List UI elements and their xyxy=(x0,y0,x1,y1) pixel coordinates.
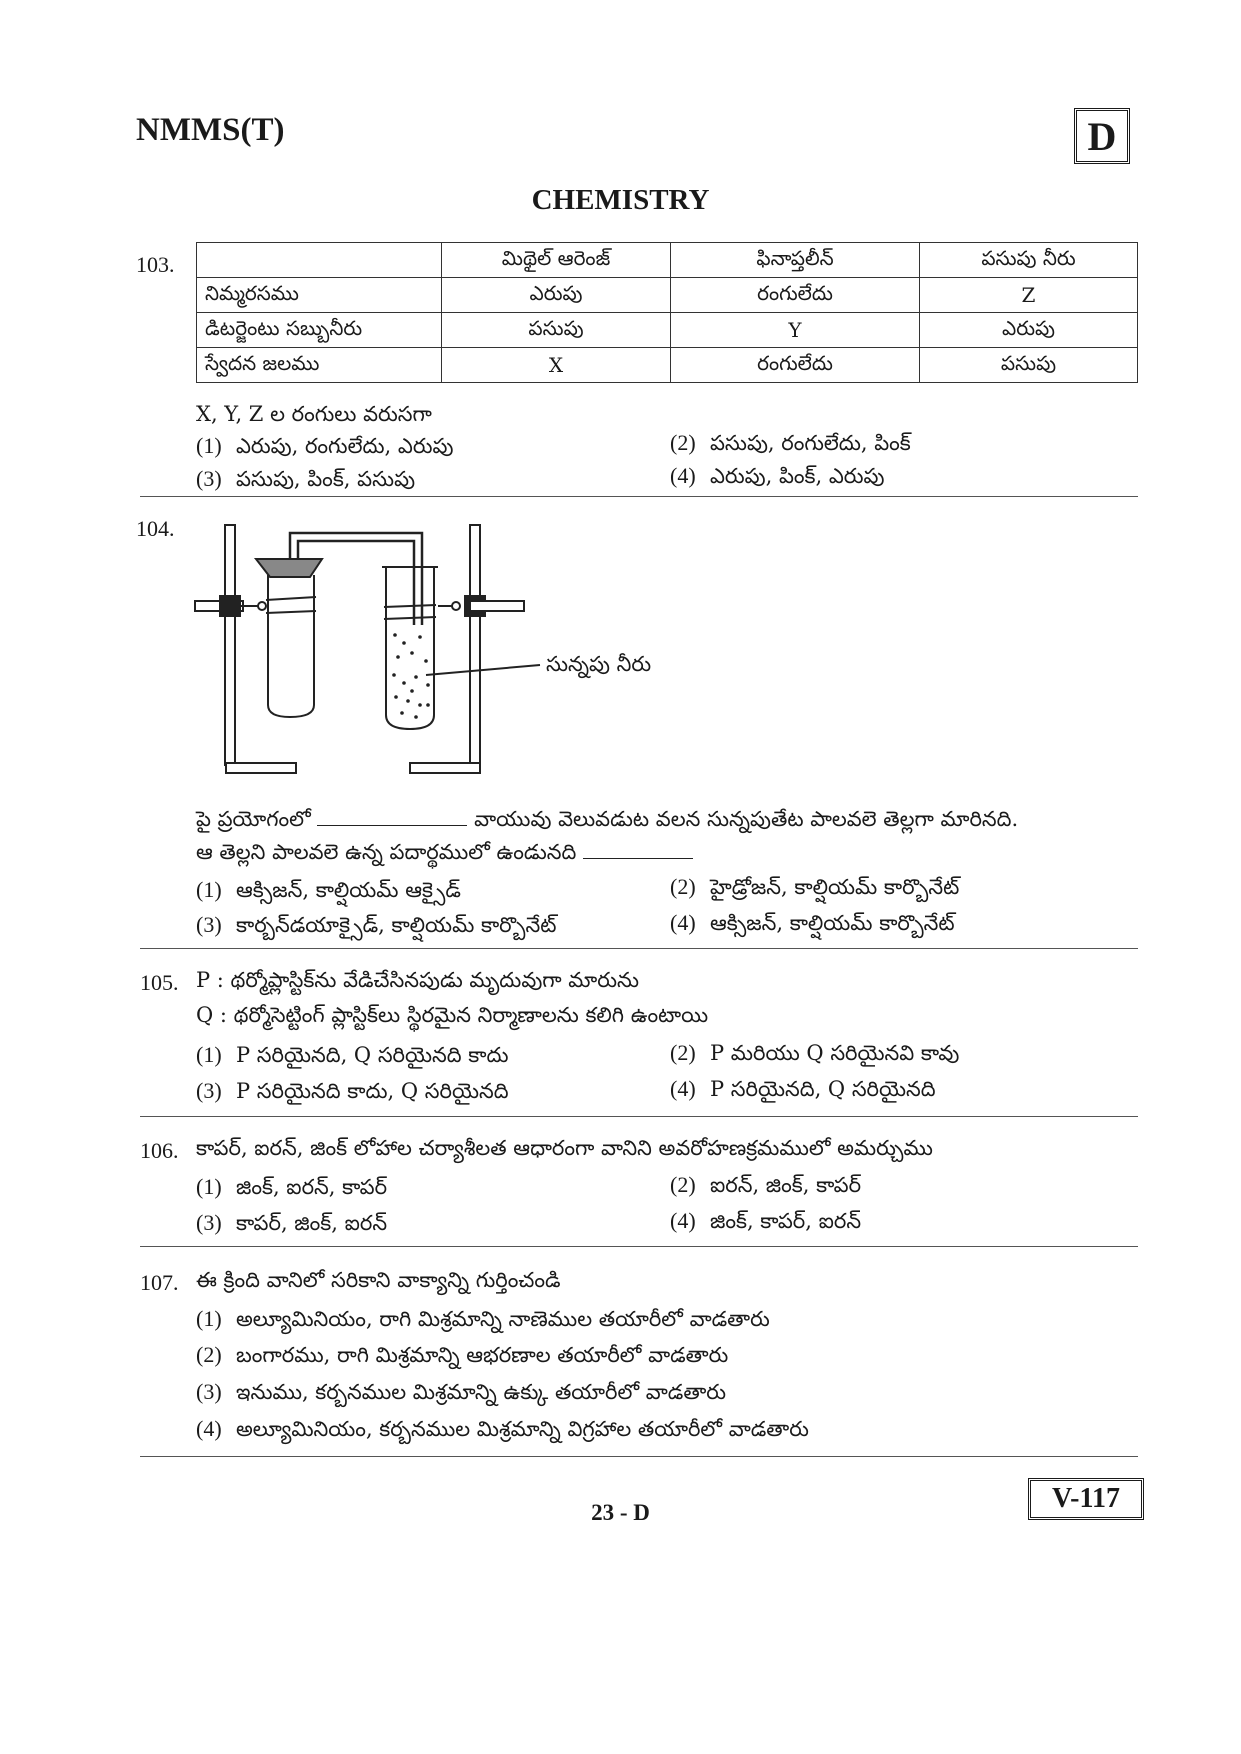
page-number: 23 - D xyxy=(591,1500,650,1525)
option-text: ఎరుపు, పింక్, ఎరుపు xyxy=(710,464,885,488)
option-text: అల్యూమినియం, రాగి మిశ్రమాన్ని నాణెముల తయారీలో వాడతారు xyxy=(236,1307,770,1331)
line-part: వాయువు వెలువడుట వలన సున్నపుతేట పాలవలె తెల్లగా మారినది. xyxy=(474,807,1019,831)
option-number: (4) xyxy=(670,1076,696,1101)
option-number: (3) xyxy=(196,1210,222,1235)
table-cell: ఎరుపు xyxy=(442,278,671,313)
option-text: అల్యూమినియం, కర్బనముల మిశ్రమాన్ని విగ్రహాల తయారీలో వాడతారు xyxy=(236,1417,809,1441)
option-103-1[interactable] xyxy=(196,433,454,464)
table-header: ఫినాప్తలీన్ xyxy=(671,243,920,278)
question-text-103: X, Y, Z ల రంగులు వరుసగా xyxy=(196,402,432,426)
option-text: ఆక్సిజన్, కాల్షియమ్ ఆక్సైడ్ xyxy=(236,878,461,902)
option-105-3[interactable] xyxy=(196,1078,509,1109)
option-number: (3) xyxy=(196,1379,222,1404)
question-number-105: 105. xyxy=(140,970,179,995)
option-106-1[interactable] xyxy=(196,1174,387,1205)
table-cell: డిటర్జెంటు సబ్బునీరు xyxy=(197,313,442,348)
option-text: జింక్, ఐరన్, కాపర్ xyxy=(236,1175,388,1199)
option-103-4[interactable] xyxy=(670,463,884,494)
option-text: కార్బన్‌డయాక్సైడ్, కాల్షియమ్ కార్బొనేట్ xyxy=(236,913,557,937)
option-107-1[interactable] xyxy=(196,1306,770,1337)
question-text-107: ఈ క్రింది వానిలో సరికాని వాక్యాన్ని గుర్తించండి xyxy=(196,1268,561,1292)
table-cell: X xyxy=(442,348,671,383)
left-test-tube xyxy=(268,575,314,717)
table-cell: స్వేదన జలము xyxy=(197,348,442,383)
option-number: (4) xyxy=(670,910,696,935)
divider xyxy=(140,948,1138,949)
option-number: (1) xyxy=(196,877,222,902)
set-badge: D xyxy=(1074,108,1130,164)
right-stand-rod xyxy=(470,525,480,765)
option-number: (2) xyxy=(670,1172,696,1197)
table-row xyxy=(197,313,1138,348)
table-cell: పసుపు xyxy=(920,348,1138,383)
table-cell: Y xyxy=(671,313,920,348)
option-text: ఐరన్, జింక్, కాపర్ xyxy=(710,1173,862,1197)
option-104-3[interactable] xyxy=(196,912,556,943)
option-105-1[interactable] xyxy=(196,1042,509,1073)
divider xyxy=(140,1246,1138,1247)
question-number-106: 106. xyxy=(140,1138,179,1163)
divider xyxy=(140,496,1138,497)
option-107-4[interactable] xyxy=(196,1416,809,1447)
table-cell: ఎరుపు xyxy=(920,313,1138,348)
option-105-4[interactable] xyxy=(670,1076,936,1107)
question-number-104: 104. xyxy=(136,516,175,541)
option-text: పసుపు, పింక్, పసుపు xyxy=(236,467,416,491)
option-text: P సరియైనది కాదు, Q సరియైనది xyxy=(236,1079,509,1103)
option-105-2[interactable] xyxy=(670,1040,959,1071)
option-text: హైడ్రోజన్, కాల్షియమ్ కార్బొనేట్ xyxy=(710,875,960,899)
option-text: ఆక్సిజన్, కాల్షియమ్ కార్బొనేట్ xyxy=(710,911,955,935)
table-cell: Z xyxy=(920,278,1138,313)
question-number-103: 103. xyxy=(136,252,175,277)
option-104-1[interactable] xyxy=(196,877,461,908)
line-part: పై ప్రయోగంలో xyxy=(196,807,311,831)
divider xyxy=(140,1456,1138,1457)
option-text: P సరియైనది, Q సరియైనది xyxy=(710,1077,936,1101)
table-cell: రంగులేదు xyxy=(671,348,920,383)
table-row xyxy=(197,348,1138,383)
option-number: (2) xyxy=(670,430,696,455)
option-number: (2) xyxy=(670,874,696,899)
option-103-3[interactable] xyxy=(196,466,415,497)
table-header: పసుపు నీరు xyxy=(920,243,1138,278)
option-107-3[interactable] xyxy=(196,1379,726,1410)
option-104-2[interactable] xyxy=(670,874,959,905)
question-text-104-line2 xyxy=(196,840,693,870)
table-cell: పసుపు xyxy=(442,313,671,348)
option-number: (4) xyxy=(196,1416,222,1441)
option-106-4[interactable] xyxy=(670,1208,861,1239)
left-stand-rod xyxy=(225,525,235,765)
left-stand-base xyxy=(226,763,296,773)
table-cell xyxy=(197,243,442,278)
table-cell: రంగులేదు xyxy=(671,278,920,313)
option-106-2[interactable] xyxy=(670,1172,861,1203)
option-number: (2) xyxy=(670,1040,696,1065)
option-number: (1) xyxy=(196,1042,222,1067)
option-103-2[interactable] xyxy=(670,430,911,461)
option-text: బంగారము, రాగి మిశ్రమాన్ని ఆభరణాల తయారీలో వాడతారు xyxy=(236,1343,729,1367)
exam-code: NMMS(T) xyxy=(136,112,285,148)
option-number: (1) xyxy=(196,1174,222,1199)
statement-q: Q : థర్మోసెట్టింగ్ ప్లాస్టిక్‌లు స్థిరమైన నిర్మాణాలను కలిగి ఉంటాయి xyxy=(196,1003,709,1027)
option-number: (3) xyxy=(196,1078,222,1103)
option-text: P మరియు Q సరియైనవి కావు xyxy=(710,1041,960,1065)
option-number: (1) xyxy=(196,433,222,458)
option-number: (3) xyxy=(196,466,222,491)
option-text: P సరియైనది, Q సరియైనది కాదు xyxy=(236,1043,509,1067)
option-text: పసుపు, రంగులేదు, పింక్ xyxy=(710,431,911,455)
subject-title: CHEMISTRY xyxy=(531,184,710,216)
divider xyxy=(140,1116,1138,1117)
apparatus-diagram xyxy=(190,515,670,785)
option-number: (1) xyxy=(196,1306,222,1331)
indicator-table xyxy=(196,242,1138,383)
statement-p: P : థర్మోప్లాస్టిక్‌ను వేడిచేసినపుడు మృదువుగా మారును xyxy=(196,968,639,992)
option-number: (2) xyxy=(196,1342,222,1367)
question-number-107: 107. xyxy=(140,1270,179,1295)
option-106-3[interactable] xyxy=(196,1210,387,1241)
table-row xyxy=(197,243,1138,278)
option-text: జింక్, కాపర్, ఐరన్ xyxy=(710,1209,862,1233)
option-104-4[interactable] xyxy=(670,910,955,941)
question-text-104-line1 xyxy=(196,807,1018,837)
answer-blank xyxy=(317,824,467,826)
line-part: ఆ తెల్లని పాలవలె ఉన్న పదార్థములో ఉండునది xyxy=(196,840,577,864)
option-text: ఇనుము, కర్బనముల మిశ్రమాన్ని ఉక్కు తయారీలో వాడతారు xyxy=(236,1380,726,1404)
question-text-106: కాపర్, ఐరన్, జింక్ లోహాల చర్యాశీలత ఆధారంగా వానిని అవరోహణక్రమములో అమర్చుము xyxy=(196,1136,933,1160)
option-text: ఎరుపు, రంగులేదు, ఎరుపు xyxy=(236,434,454,458)
table-header: మిథైల్ ఆరెంజ్ xyxy=(442,243,671,278)
table-row xyxy=(197,278,1138,313)
option-text: కాపర్, జింక్, ఐరన్ xyxy=(236,1211,388,1235)
option-number: (4) xyxy=(670,463,696,488)
option-number: (3) xyxy=(196,912,222,937)
option-107-2[interactable] xyxy=(196,1342,728,1373)
option-number: (4) xyxy=(670,1208,696,1233)
figure-label-limewater: సున్నపు నీరు xyxy=(546,652,652,676)
version-code: V-117 xyxy=(1028,1478,1144,1520)
right-stand-base xyxy=(410,763,480,773)
answer-blank xyxy=(583,857,693,859)
table-cell: నిమ్మరసము xyxy=(197,278,442,313)
